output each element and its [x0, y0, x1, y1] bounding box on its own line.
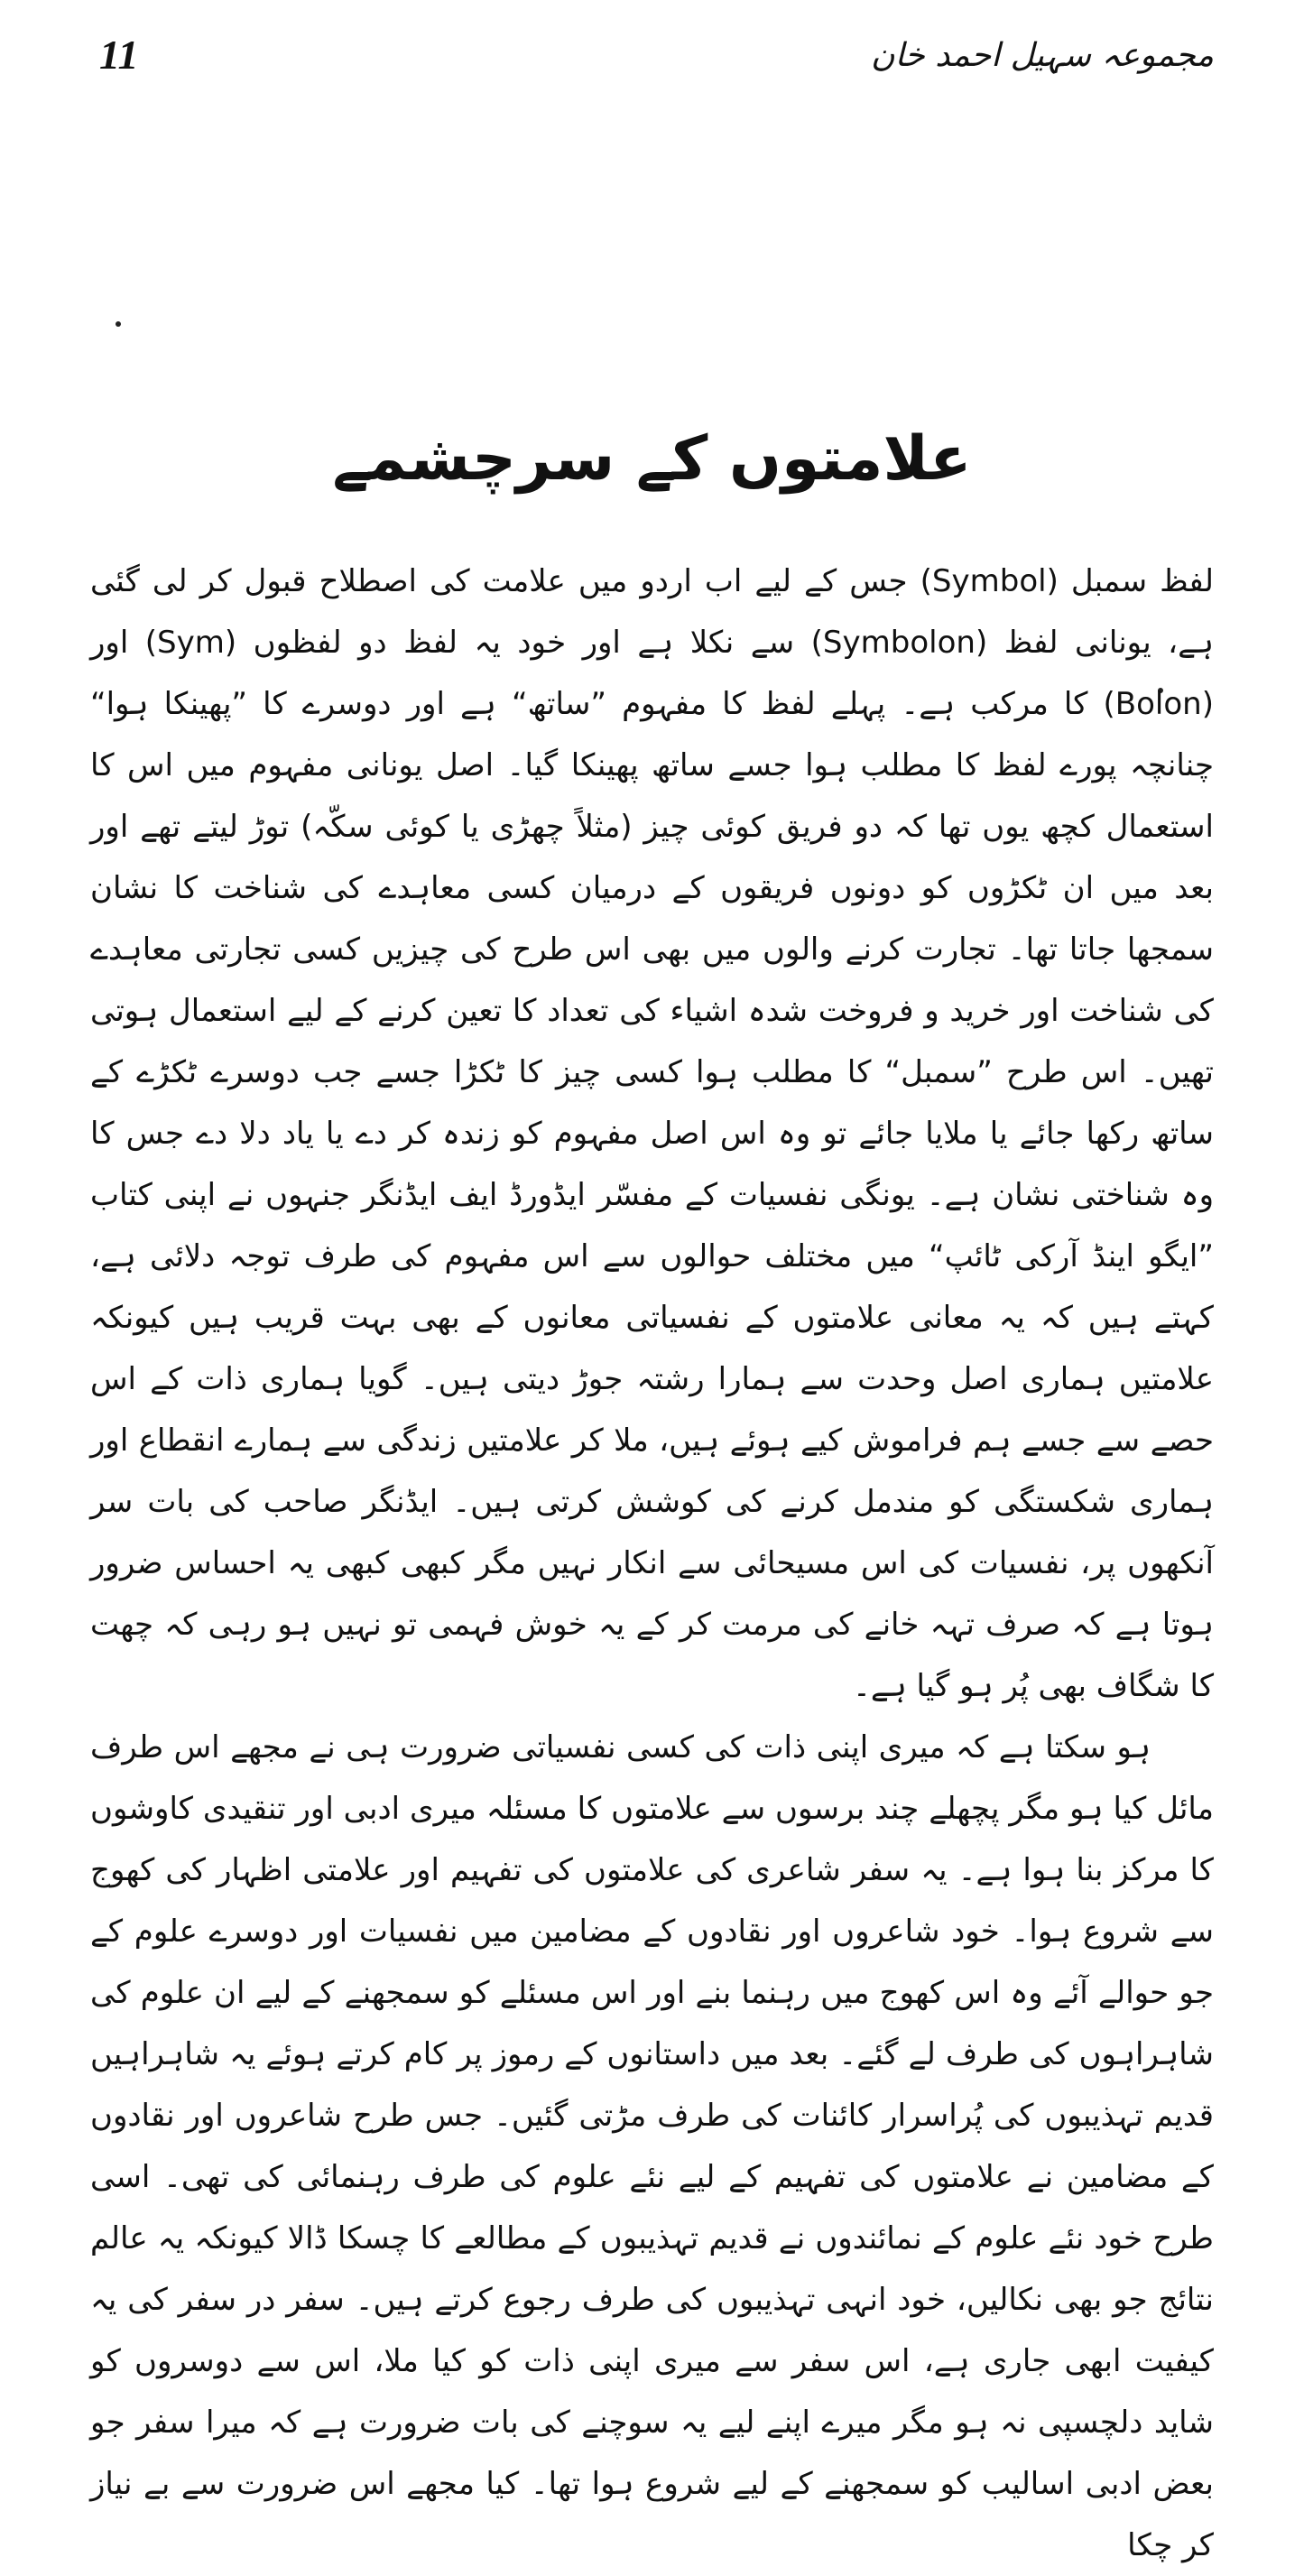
chapter-title: علامتوں کے سرچشمے — [332, 423, 972, 495]
body-text — [90, 551, 1214, 2576]
running-title: مجموعہ سہیل احمد خان — [871, 37, 1214, 74]
ink-speck — [116, 321, 121, 327]
paragraph-2: ہو سکتا ہے کہ میری اپنی ذات کی کسی نفسیاتی ضرورت ہی نے مجھے اس طرف مائل کیا ہو مگر پچھلے چند برسوں سے علامتوں کا مسئلہ میری ادبی اور تنقیدی کاوشوں کا مرکز بنا ہوا ہے۔ یہ سفر شاعری کی علامتوں کی تفہیم اور علامتی اظہار کی کھوج سے شروع ہوا۔ خود شاعروں اور نقادوں کے مضامین میں نفسیات اور دوسرے علوم کے جو حوالے آئے وہ اس کھوج میں رہنما بنے اور اس مسئلے کو سمجھنے کے لیے ان علوم کی شاہراہوں کی طرف لے گئے۔ بعد میں داستانوں کے رموز پر کام کرتے ہوئے یہ شاہراہیں قدیم تہذیبوں کی پُراسرار کائنات کی طرف مڑتی گئیں۔ جس طرح شاعروں اور نقادوں کے مضامین نے علامتوں کی تفہیم کے لیے نئے علوم کی طرف رہنمائی کی تھی۔ اسی طرح خود نئے علوم کے نمائندوں نے قدیم تہذیبوں کے مطالعے کا چسکا ڈالا کیونکہ یہ عالم نتائج جو بھی نکالیں، خود انہی تہذیبوں کی طرف رجوع کرتے ہیں۔ سفر در سفر کی یہ کیفیت ابھی جاری ہے، اس سفر سے میری اپنی ذات کو کیا ملا، اس سے دوسروں کو شاید دلچسپی نہ ہو مگر میرے اپنے لیے یہ سوچنے کی بات ضرورت ہے کہ میرا سفر جو بعض ادبی اسالیب کو سمجھنے کے لیے شروع ہوا تھا۔ کیا مجھے اس ضرورت سے بے نیاز کر چکا — [90, 1729, 1214, 2563]
paragraph-1: لفظ سمبل (Symbol) جس کے لیے اب اردو میں علامت کی اصطلاح قبول کر لی گئی ہے، یونانی لفظ (Symbolon) سے نکلا ہے اور خود یہ لفظ دو لفظوں (Sym) اور (Bolon) کا مرکب ہے۔ پہلے لفظ کا مفہوم ”ساتھ“ ہے اور دوسرے کا ”پھینکا ہوا“ چنانچہ پورے لفظ کا مطلب ہوا جسے ساتھ پھینکا گیا۔ اصل یونانی مفہوم میں اس کا استعمال کچھ یوں تھا کہ دو فریق کوئی چیز (مثلاً چھڑی یا کوئی سکّہ) توڑ لیتے تھے اور بعد میں ان ٹکڑوں کو دونوں فریقوں کے درمیان کسی معاہدے کی شناخت کا نشان سمجھا جاتا تھا۔ تجارت کرنے والوں میں بھی اس طرح کی چیزیں کسی تجارتی معاہدے کی شناخت اور خرید و فروخت شدہ اشیاء کی تعداد کا تعین کرنے کے لیے استعمال ہوتی تھیں۔ اس طرح ”سمبل“ کا مطلب ہوا کسی چیز کا ٹکڑا جسے جب دوسرے ٹکڑے کے ساتھ رکھا جائے یا ملایا جائے تو وہ اس اصل مفہوم کو زندہ کر دے یا یاد دلا دے جس کا وہ شناختی نشان ہے۔ یونگی نفسیات کے مفسّر ایڈورڈ ایف ایڈنگر جنہوں نے اپنی کتاب ”ایگو اینڈ آرکی ٹائپ“ میں مختلف حوالوں سے اس مفہوم کی طرف توجہ دلائی ہے، کہتے ہیں کہ یہ معانی علامتوں کے نفسیاتی معانوں کے بھی بہت قریب ہیں کیونکہ علامتیں ہماری اصل وحدت سے ہمارا رشتہ جوڑ دیتی ہیں۔ گویا ہماری ذات کے اس حصے سے جسے ہم فراموش کیے ہوئے ہیں، ملا کر علامتیں زندگی سے ہمارے انقطاع اور ہماری شکستگی کو مندمل کرنے کی کوشش کرتی ہیں۔ ایڈنگر صاحب کی بات سر آنکھوں پر، نفسیات کی اس مسیحائی سے انکار نہیں مگر کبھی کبھی یہ احساس ضرور ہوتا ہے کہ صرف تہہ خانے کی مرمت کر کے یہ خوش فہمی تو نہیں ہو رہی کہ چھت کا شگاف بھی پُر ہو گیا ہے۔ — [90, 563, 1214, 1704]
page-number: 11 — [99, 32, 139, 78]
